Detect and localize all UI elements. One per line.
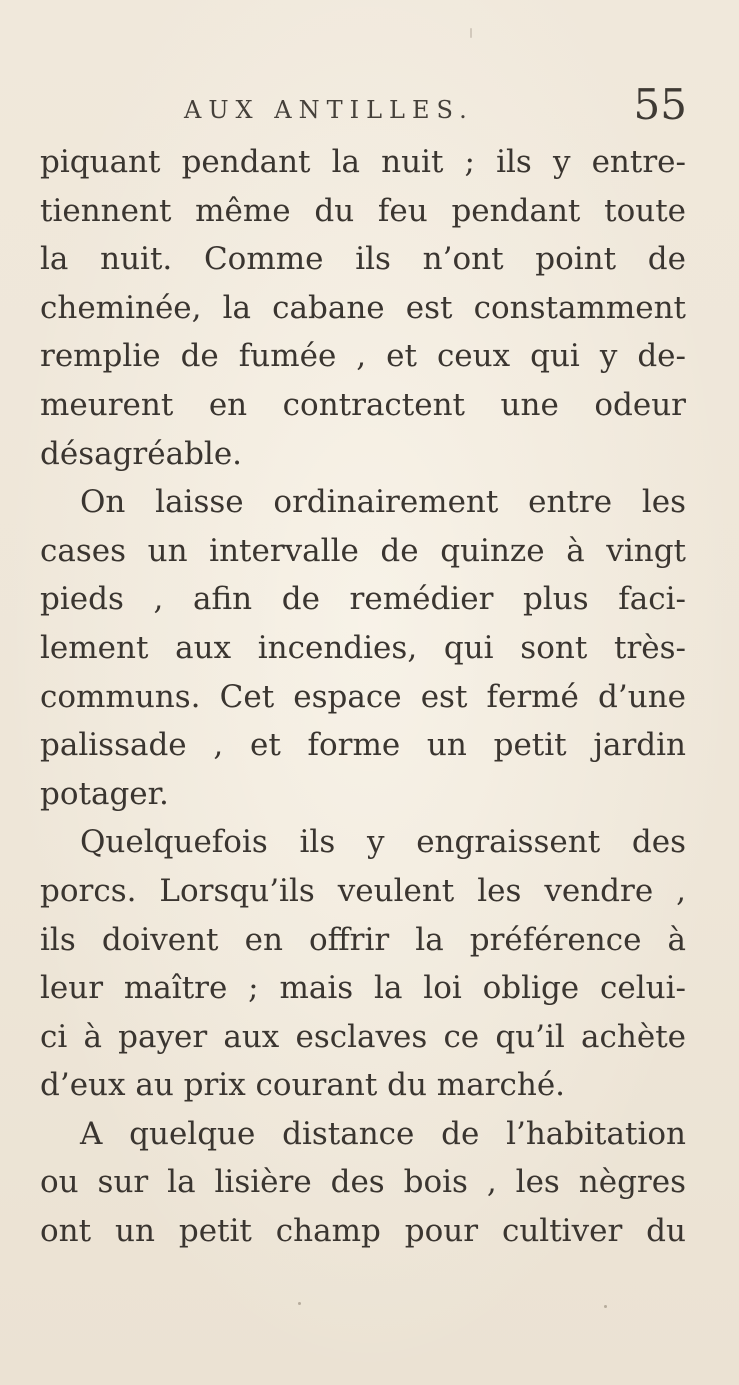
text-line: d’eux au prix courant du marché. [40,1067,566,1104]
text-line: porcs. Lorsqu’ils veulent les vendre , [40,872,686,909]
text-line: communs. Cet espace est fermé d’une [40,678,686,715]
text-line: palissade , et forme un petit jardin [40,727,686,764]
text-line: pieds , afin de remédier plus faci- [40,581,686,618]
body-text [40,138,686,1256]
text-line: ci à payer aux esclaves ce qu’il achète [40,1018,686,1055]
paragraph-first-line: A quelque distance de l’habitation [80,1115,686,1152]
text-line: remplie de fumée , et ceux qui y de- [40,338,686,375]
paper-speck [604,1305,607,1308]
text-line: tiennent même du feu pendant toute [40,192,686,229]
running-head: AUX ANTILLES. [184,96,474,124]
paper-speck [298,1302,301,1305]
paragraph-first-line: Quelquefois ils y engraissent des [80,824,686,861]
text-line: ils doivent en offrir la préférence à [40,921,686,958]
text-line: désagréable. [40,435,243,472]
page-number: 55 [633,80,687,129]
page-header [40,80,687,136]
text-line: cases un intervalle de quinze à vingt [40,532,686,569]
text-line: meurent en contractent une odeur [40,386,686,423]
text-line: potager. [40,775,169,812]
text-line: la nuit. Comme ils n’ont point de [40,241,686,278]
text-line: leur maître ; mais la loi oblige celui- [40,970,686,1007]
paper-speck [470,28,472,38]
text-line: piquant pendant la nuit ; ils y entre- [40,144,686,180]
text-line: ou sur la lisière des bois , les nègres [40,1164,686,1201]
text-line: ont un petit champ pour cultiver du [40,1213,686,1250]
text-line: lement aux incendies, qui sont très- [40,629,686,666]
text-line: cheminée, la cabane est constamment [40,289,686,326]
paragraph-first-line: On laisse ordinairement entre les [80,484,686,521]
